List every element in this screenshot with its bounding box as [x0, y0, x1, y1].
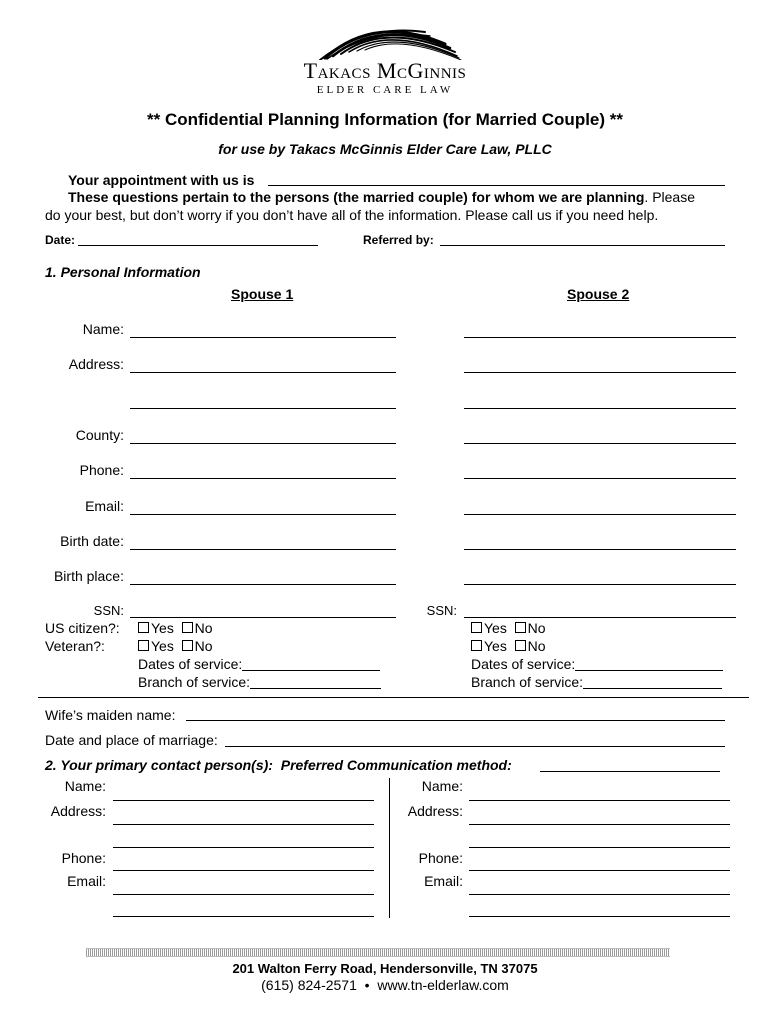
page-subtitle: for use by Takacs McGinnis Elder Care Law, PLLC [218, 141, 552, 157]
spouse1-veteran-yes-checkbox[interactable] [138, 640, 149, 651]
spouse1-citizen-options [138, 620, 213, 636]
no-label: No [527, 638, 546, 654]
spouse1-dates-of-service [138, 656, 380, 672]
contact2-phone-label: Phone: [418, 850, 463, 866]
firm-subtitle: ELDER CARE LAW [316, 84, 454, 96]
dates-of-service-label: Dates of service: [471, 656, 576, 672]
date-field[interactable] [78, 245, 318, 246]
spouse1-citizen-no-checkbox[interactable] [182, 622, 193, 633]
yes-label: Yes [151, 620, 174, 636]
spouse2-county-field[interactable] [464, 443, 736, 444]
footer-phone: (615) 824-2571 [261, 977, 357, 993]
contact1-email-label: Email: [67, 873, 106, 889]
contact1-phone-label: Phone: [61, 850, 106, 866]
dates-of-service-label: Dates of service: [138, 656, 243, 672]
spouse1-birth-date-field[interactable] [130, 549, 396, 550]
contact1-email-field-2[interactable] [113, 916, 374, 917]
footer-rule [86, 948, 670, 957]
contact2-name-field[interactable] [469, 800, 730, 801]
footer-bullet: • [364, 977, 370, 993]
section2-heading [45, 757, 512, 773]
spouse2-birth-place-field[interactable] [464, 584, 736, 585]
contact2-name-label: Name: [421, 778, 463, 794]
birth-date-label: Birth date: [60, 533, 124, 549]
ssn-label-spouse1: SSN: [93, 603, 124, 618]
contact1-address-field-1[interactable] [113, 824, 374, 825]
yes-label: Yes [484, 638, 507, 654]
contact2-email-label: Email: [424, 873, 463, 889]
address-label: Address: [68, 356, 124, 372]
phone-label: Phone: [79, 462, 124, 478]
spouse1-veteran-options [138, 638, 213, 654]
spouse1-address-field-2[interactable] [130, 408, 396, 409]
yes-label: Yes [484, 620, 507, 636]
marriage-field[interactable] [225, 746, 725, 747]
wife-maiden-field[interactable] [186, 720, 725, 721]
intro-questions-bold: These questions pertain to the persons (the married couple) for whom we are planning [68, 189, 645, 205]
contact1-phone-field[interactable] [113, 870, 374, 871]
section1-heading: 1. Personal Information [45, 264, 201, 280]
email-label: Email: [85, 498, 124, 514]
marriage-label: Date and place of marriage: [45, 732, 218, 748]
branch-of-service-label: Branch of service: [138, 674, 251, 690]
us-citizen-label: US citizen?: [45, 620, 120, 636]
letterhead [0, 0, 770, 100]
spouse2-veteran-yes-checkbox[interactable] [471, 640, 482, 651]
wife-maiden-label: Wife’s maiden name: [45, 707, 176, 723]
page-title: ** Confidential Planning Information (for Married Couple) ** [146, 110, 623, 129]
footer-contact [0, 977, 770, 993]
no-label: No [194, 638, 213, 654]
spouse2-address-field-2[interactable] [464, 408, 736, 409]
spouse2-name-field[interactable] [464, 337, 736, 338]
spouse2-email-field[interactable] [464, 514, 736, 515]
contact2-address-field-2[interactable] [469, 847, 730, 848]
spouse1-email-field[interactable] [130, 514, 396, 515]
veteran-label: Veteran?: [45, 638, 105, 654]
spouse2-veteran-no-checkbox[interactable] [515, 640, 526, 651]
appointment-label: Your appointment with us is [68, 172, 255, 188]
firm-logo-arcs [305, 14, 475, 60]
intro-line2: do your best, but don’t worry if you don’t have all of the information. Please call us if you need help. [45, 207, 659, 223]
spouse1-birth-place-field[interactable] [130, 584, 396, 585]
section2-contacts-heading: 2. Your primary contact person(s): [45, 757, 273, 773]
spouse2-heading: Spouse 2 [567, 286, 630, 302]
spouse1-county-field[interactable] [130, 443, 396, 444]
contact1-address-label: Address: [50, 803, 106, 819]
spouse1-branch-of-service [138, 674, 381, 690]
spouse1-name-field[interactable] [130, 337, 396, 338]
contact2-email-field-1[interactable] [469, 894, 730, 895]
spouse1-ssn-field[interactable] [130, 617, 396, 618]
ssn-label-spouse2: SSN: [426, 603, 457, 618]
referred-field[interactable] [440, 245, 725, 246]
yes-label: Yes [151, 638, 174, 654]
contacts-divider [389, 778, 390, 918]
no-label: No [527, 620, 546, 636]
contact2-address-label: Address: [407, 803, 463, 819]
no-label: No [194, 620, 213, 636]
spouse2-dates-of-service [471, 656, 723, 672]
county-label: County: [75, 427, 124, 443]
preferred-communication-label: Preferred Communication method: [280, 757, 512, 773]
spouse1-veteran-no-checkbox[interactable] [182, 640, 193, 651]
spouse2-citizen-options [471, 620, 546, 636]
spouse2-citizen-no-checkbox[interactable] [515, 622, 526, 633]
spouse1-address-field-1[interactable] [130, 372, 396, 373]
spouse2-address-field-1[interactable] [464, 372, 736, 373]
branch-of-service-label: Branch of service: [471, 674, 584, 690]
spouse1-dates-of-service-field[interactable] [242, 658, 380, 671]
birth-place-label: Birth place: [53, 568, 124, 584]
spouse2-citizen-yes-checkbox[interactable] [471, 622, 482, 633]
spouse2-dates-of-service-field[interactable] [575, 658, 723, 671]
spouse1-phone-field[interactable] [130, 478, 396, 479]
contact1-name-field[interactable] [113, 800, 374, 801]
date-label: Date: [45, 233, 76, 247]
footer-address: 201 Walton Ferry Road, Hendersonville, TN 37075 [232, 961, 538, 976]
section-divider [38, 697, 749, 698]
spouse2-veteran-options [471, 638, 546, 654]
contact1-address-field-2[interactable] [113, 847, 374, 848]
spouse2-ssn-field[interactable] [464, 617, 736, 618]
spouse2-phone-field[interactable] [464, 478, 736, 479]
intro-line1 [68, 189, 695, 205]
appointment-field[interactable] [268, 185, 725, 186]
contact1-email-field-1[interactable] [113, 894, 374, 895]
contact1-name-label: Name: [64, 778, 106, 794]
contact2-phone-field[interactable] [469, 870, 730, 871]
name-label: Name: [82, 321, 124, 337]
contact2-address-field-1[interactable] [469, 824, 730, 825]
footer-website-link[interactable]: www.tn-elderlaw.com [377, 977, 509, 993]
intro-questions-rest: . Please [644, 189, 696, 205]
referred-label: Referred by: [363, 233, 434, 247]
spouse1-heading: Spouse 1 [231, 286, 294, 302]
spouse2-birth-date-field[interactable] [464, 549, 736, 550]
preferred-communication-field[interactable] [540, 771, 720, 772]
spouse1-citizen-yes-checkbox[interactable] [138, 622, 149, 633]
spouse2-branch-of-service [471, 674, 722, 690]
firm-name: Takacs McGinnis [303, 58, 467, 83]
spouse1-branch-of-service-field[interactable] [250, 676, 381, 689]
spouse2-branch-of-service-field[interactable] [583, 676, 722, 689]
contact2-email-field-2[interactable] [469, 916, 730, 917]
